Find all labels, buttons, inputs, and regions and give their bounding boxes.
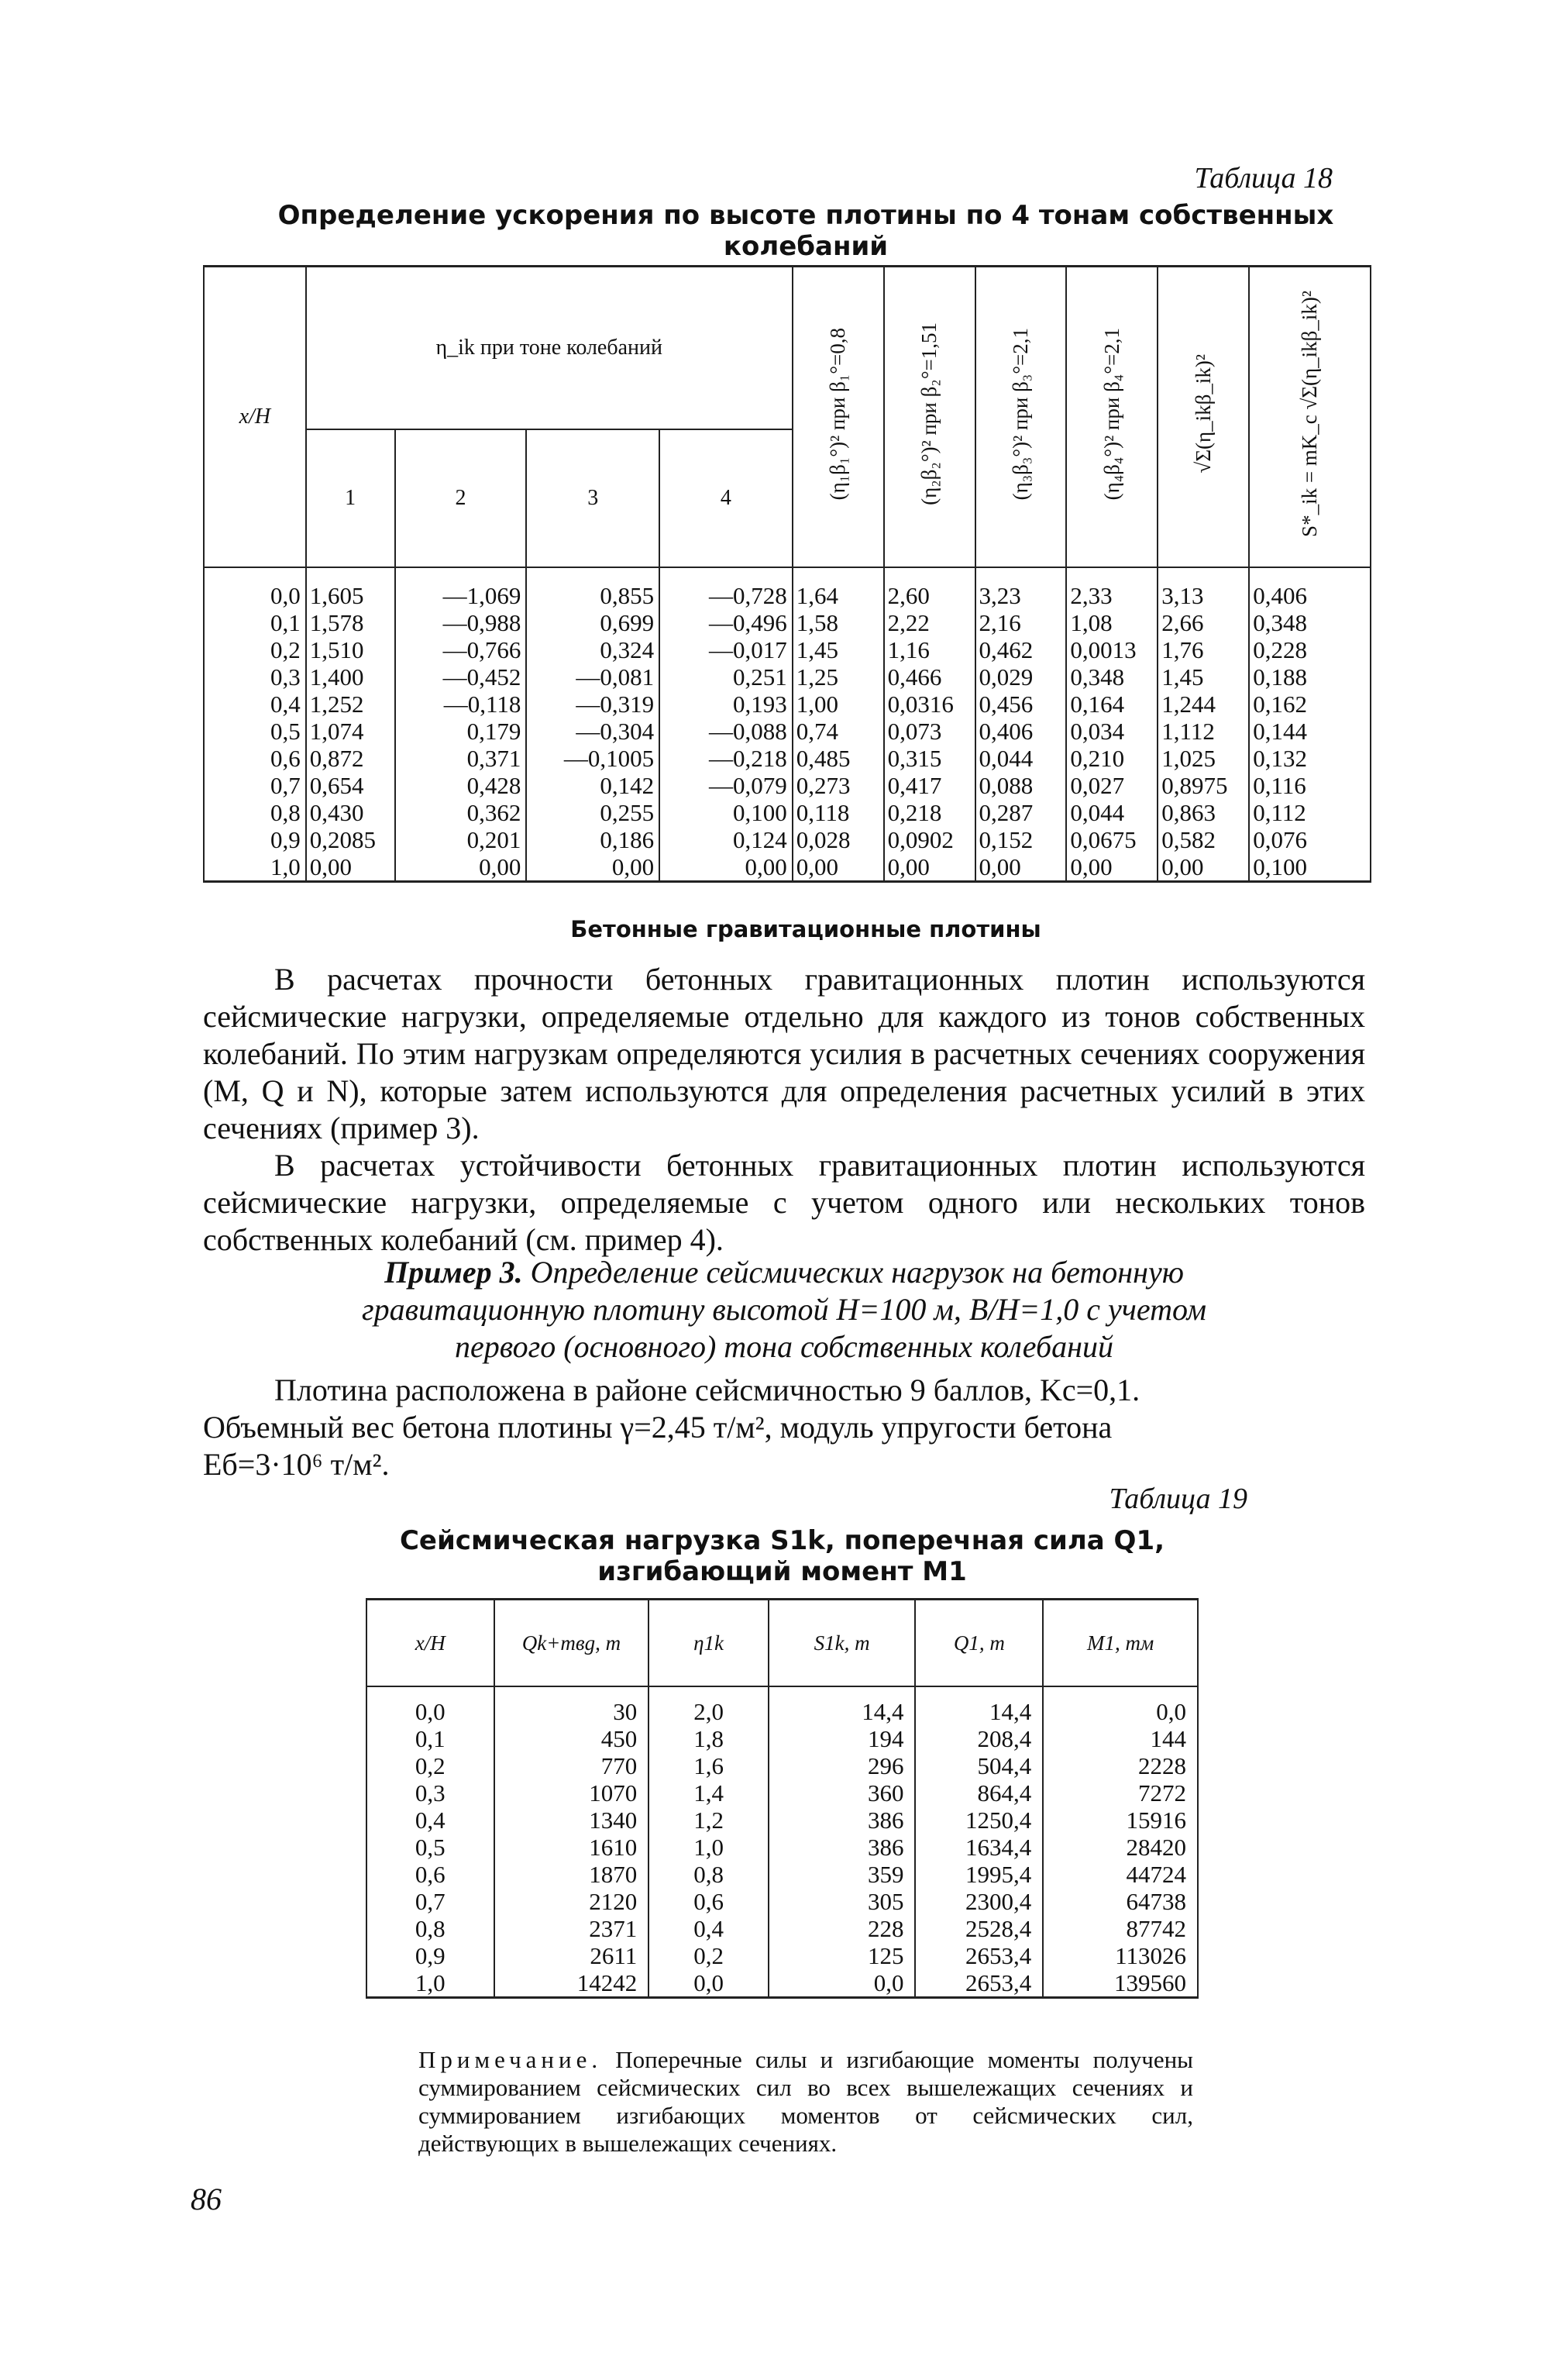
table18-cell: 0,044 xyxy=(975,745,1067,772)
table19-cell: 2,0 xyxy=(648,1686,769,1725)
table19-cell: 0,3 xyxy=(366,1779,494,1807)
table19-cell: 2371 xyxy=(494,1915,649,1942)
table18-cell: 0,142 xyxy=(526,772,659,799)
paragraph-3-line2: Объемный вес бетона плотины γ=2,45 т/м², модуль упругости бетона xyxy=(203,1410,1113,1445)
table19-cell: 386 xyxy=(769,1807,916,1834)
table18-cell: 1,00 xyxy=(793,691,884,718)
table18-cell: 0,201 xyxy=(395,826,527,853)
table19-cell: 14242 xyxy=(494,1969,649,1998)
table19-header-m1: M1, тм xyxy=(1043,1600,1198,1687)
table18-cell: —0,988 xyxy=(395,609,527,636)
table18-row xyxy=(204,609,1371,636)
table19-cell: 1250,4 xyxy=(915,1807,1043,1834)
note-text: Поперечные силы и изгибающие моменты получены суммированием сейсмических сил во всех вышележащих сечениях и суммированием изгибающих моментов от сейсмических сил, действующих в вышележащих сечениях. xyxy=(418,2046,1193,2157)
table19-cell: 1610 xyxy=(494,1834,649,1861)
table19-cell: 28420 xyxy=(1043,1834,1198,1861)
table19-cell: 14,4 xyxy=(915,1686,1043,1725)
table18-cell: —1,069 xyxy=(395,567,527,609)
table18-cell: 0,00 xyxy=(659,853,793,882)
table19-row xyxy=(366,1969,1198,1998)
table18-row xyxy=(204,853,1371,882)
table18-cell: 0,124 xyxy=(659,826,793,853)
table19-cell: 0,0 xyxy=(366,1686,494,1725)
table18-cell: 0,324 xyxy=(526,636,659,663)
table18-cell: 0,273 xyxy=(793,772,884,799)
table18-cell: 0,0316 xyxy=(884,691,975,718)
table19-header-eta: η1k xyxy=(648,1600,769,1687)
table19-caption: Таблица 19 xyxy=(1109,1483,1247,1515)
table18-row xyxy=(204,799,1371,826)
table19-cell: 144 xyxy=(1043,1725,1198,1752)
table18-cell: 1,578 xyxy=(306,609,395,636)
table18-cell: 0,74 xyxy=(793,718,884,745)
table19-cell: 1,6 xyxy=(648,1752,769,1779)
table19-cell: 0,0 xyxy=(769,1969,916,1998)
table19-cell: 2611 xyxy=(494,1942,649,1969)
table18-row xyxy=(204,663,1371,691)
table18-cell: 0,027 xyxy=(1066,772,1158,799)
table18-cell: 0,218 xyxy=(884,799,975,826)
table18-header-eta-group: η_ik при тоне колебаний xyxy=(306,267,793,429)
table19-title-line1: Сейсмическая нагрузка S1k, поперечная сила Q1, xyxy=(399,1525,1165,1556)
table18-cell: 0,00 xyxy=(1158,853,1249,882)
table18-cell: 0,00 xyxy=(306,853,395,882)
table18-cell: 0,406 xyxy=(975,718,1067,745)
table18-cell: 0,188 xyxy=(1249,663,1371,691)
table19-cell: 1,4 xyxy=(648,1779,769,1807)
table18-cell: 0,348 xyxy=(1249,609,1371,636)
table18-row xyxy=(204,826,1371,853)
table18-cell: 0,100 xyxy=(659,799,793,826)
table18-row xyxy=(204,691,1371,718)
table18-cell: 0,100 xyxy=(1249,853,1371,882)
table18-cell: 0,9 xyxy=(204,826,306,853)
table18-cell: 1,0 xyxy=(204,853,306,882)
table19-row xyxy=(366,1942,1198,1969)
table18-cell: 0,456 xyxy=(975,691,1067,718)
example-3-line1: Пример 3. Определение сейсмических нагрузок на бетонную xyxy=(384,1255,1184,1290)
table19-cell: 2653,4 xyxy=(915,1969,1043,1998)
table18-cell: 0,179 xyxy=(395,718,527,745)
table19-cell: 0,0 xyxy=(1043,1686,1198,1725)
table18-cell: 0,485 xyxy=(793,745,884,772)
table18-cell: —0,088 xyxy=(659,718,793,745)
table18-cell: —0,118 xyxy=(395,691,527,718)
table19-cell: 0,4 xyxy=(648,1915,769,1942)
table19-cell: 0,6 xyxy=(648,1888,769,1915)
table19-cell: 87742 xyxy=(1043,1915,1198,1942)
table18-cell: 0,152 xyxy=(975,826,1067,853)
table19-cell: 2300,4 xyxy=(915,1888,1043,1915)
table18-cell: 0,00 xyxy=(884,853,975,882)
note-label: Примечание. xyxy=(418,2046,603,2073)
table19-cell: 0,7 xyxy=(366,1888,494,1915)
table18-cell: —0,1005 xyxy=(526,745,659,772)
table18-cell: 1,025 xyxy=(1158,745,1249,772)
table19-cell: 770 xyxy=(494,1752,649,1779)
table18-cell: 2,66 xyxy=(1158,609,1249,636)
table18-cell: 0,466 xyxy=(884,663,975,691)
table18-cell: 0,144 xyxy=(1249,718,1371,745)
table18-cell: 0,0 xyxy=(204,567,306,609)
table19-row xyxy=(366,1807,1198,1834)
table19-cell: 504,4 xyxy=(915,1752,1043,1779)
table18-cell: 0,0902 xyxy=(884,826,975,853)
table18-cell: 0,044 xyxy=(1066,799,1158,826)
table18-row xyxy=(204,567,1371,609)
paragraph-2: В расчетах устойчивости бетонных гравитационных плотин используются сейсмические нагрузки, определяемые с учетом одного или нескольких тонов собственных колебаний (см. пример 4). xyxy=(203,1148,1365,1257)
table18-header-v4: (η₄β₄°)² при β₄°=2,1 xyxy=(1066,267,1158,567)
table19-cell: 1,8 xyxy=(648,1725,769,1752)
table19-cell: 7272 xyxy=(1043,1779,1198,1807)
paragraph-3-line3: Eб=3·10⁶ т/м². xyxy=(203,1447,390,1482)
table19-cell: 113026 xyxy=(1043,1942,1198,1969)
table18-header-tone-4: 4 xyxy=(659,429,793,567)
table19-row xyxy=(366,1861,1198,1888)
table19-row xyxy=(366,1752,1198,1779)
table19-cell: 64738 xyxy=(1043,1888,1198,1915)
table18-header-v3: (η₃β₃°)² при β₃°=2,1 xyxy=(975,267,1067,567)
table18-cell: 0,00 xyxy=(526,853,659,882)
table19-cell: 125 xyxy=(769,1942,916,1969)
table18-cell: 1,45 xyxy=(793,636,884,663)
table19-cell: 30 xyxy=(494,1686,649,1725)
table18-cell: —0,079 xyxy=(659,772,793,799)
table19-cell: 44724 xyxy=(1043,1861,1198,1888)
table19-header-q1: Q1, т xyxy=(915,1600,1043,1687)
table18-cell: 0,251 xyxy=(659,663,793,691)
table18-cell: 0,8 xyxy=(204,799,306,826)
table18-cell: 0,073 xyxy=(884,718,975,745)
table18-cell: 0,228 xyxy=(1249,636,1371,663)
table18-cell: 0,3 xyxy=(204,663,306,691)
table19-cell: 139560 xyxy=(1043,1969,1198,1998)
table19-cell: 1,2 xyxy=(648,1807,769,1834)
table18-cell: 0,430 xyxy=(306,799,395,826)
table19-note xyxy=(418,2046,1193,2158)
table18-cell: 0,00 xyxy=(395,853,527,882)
table18-cell: 0,8975 xyxy=(1158,772,1249,799)
table18-cell: 1,510 xyxy=(306,636,395,663)
table18-cell: 0,2085 xyxy=(306,826,395,853)
table18-cell: 3,23 xyxy=(975,567,1067,609)
table18-cell: 1,08 xyxy=(1066,609,1158,636)
table18-cell: 0,315 xyxy=(884,745,975,772)
table19-cell: 2528,4 xyxy=(915,1915,1043,1942)
example-3-line3: первого (основного) тона собственных колебаний xyxy=(455,1329,1113,1364)
table18-cell: 0,00 xyxy=(1066,853,1158,882)
page-number: 86 xyxy=(191,2182,222,2216)
table19-cell: 359 xyxy=(769,1861,916,1888)
table19-cell: 0,8 xyxy=(648,1861,769,1888)
table19-cell: 296 xyxy=(769,1752,916,1779)
table18-cell: 0,034 xyxy=(1066,718,1158,745)
table18-caption: Таблица 18 xyxy=(1194,162,1333,195)
table19-row xyxy=(366,1834,1198,1861)
table18-cell: 0,210 xyxy=(1066,745,1158,772)
table18-cell: 0,406 xyxy=(1249,567,1371,609)
table19-cell: 15916 xyxy=(1043,1807,1198,1834)
table19-cell: 0,1 xyxy=(366,1725,494,1752)
table18-cell: 0,164 xyxy=(1066,691,1158,718)
table18-cell: 1,074 xyxy=(306,718,395,745)
table18-cell: —0,304 xyxy=(526,718,659,745)
table18-row xyxy=(204,745,1371,772)
table18-title xyxy=(232,200,1379,262)
table18-cell: 0,362 xyxy=(395,799,527,826)
example-3-heading xyxy=(203,1254,1365,1366)
table19-cell: 2120 xyxy=(494,1888,649,1915)
table18-cell: 0,1 xyxy=(204,609,306,636)
table18-cell: 2,33 xyxy=(1066,567,1158,609)
table18-cell: —0,452 xyxy=(395,663,527,691)
table19-header-s1k: S1k, т xyxy=(769,1600,916,1687)
table18-row xyxy=(204,772,1371,799)
table19-cell: 1995,4 xyxy=(915,1861,1043,1888)
table18-cell: 2,60 xyxy=(884,567,975,609)
table18-cell: 0,2 xyxy=(204,636,306,663)
table18-cell: 0,699 xyxy=(526,609,659,636)
table18-header-v1: (η₁β₁°)² при β₁°=0,8 xyxy=(793,267,884,567)
table19-row xyxy=(366,1888,1198,1915)
table18-header-v6: S*_ik = mK_c √Σ(η_ikβ_ik)² xyxy=(1249,267,1371,567)
table18-cell: 0,00 xyxy=(793,853,884,882)
table19-cell: 0,4 xyxy=(366,1807,494,1834)
table18-cell: 0,348 xyxy=(1066,663,1158,691)
table18 xyxy=(203,265,1371,883)
table18-cell: 0,132 xyxy=(1249,745,1371,772)
table18-header-v2: (η₂β₂°)² при β₂°=1,51 xyxy=(884,267,975,567)
table19-header-xH: x/H xyxy=(366,1600,494,1687)
table18-cell: 0,7 xyxy=(204,772,306,799)
table18-cell: 0,029 xyxy=(975,663,1067,691)
example-3-line2: гравитационную плотину высотой H=100 м, B/H=1,0 с учетом xyxy=(361,1292,1207,1327)
example-3-label: Пример 3. xyxy=(384,1255,523,1290)
table19-cell: 2228 xyxy=(1043,1752,1198,1779)
table18-cell: 1,400 xyxy=(306,663,395,691)
table18-cell: 0,582 xyxy=(1158,826,1249,853)
table18-header-tone-3: 3 xyxy=(526,429,659,567)
table18-cell: 0,654 xyxy=(306,772,395,799)
table18-cell: —0,496 xyxy=(659,609,793,636)
table18-cell: —0,218 xyxy=(659,745,793,772)
table19-title-line2: изгибающий момент M1 xyxy=(597,1556,967,1587)
table19-cell: 0,2 xyxy=(366,1752,494,1779)
table19-title xyxy=(366,1525,1199,1587)
table18-row xyxy=(204,636,1371,663)
table19-cell: 0,9 xyxy=(366,1942,494,1969)
table18-cell: 0,4 xyxy=(204,691,306,718)
table18-cell: 0,855 xyxy=(526,567,659,609)
table18-cell: 0,193 xyxy=(659,691,793,718)
table19 xyxy=(366,1598,1199,1999)
table18-cell: 0,028 xyxy=(793,826,884,853)
table18-cell: 0,872 xyxy=(306,745,395,772)
table18-cell: 0,118 xyxy=(793,799,884,826)
table19-header-qk: Qk+mвg, т xyxy=(494,1600,649,1687)
table18-cell: 0,00 xyxy=(975,853,1067,882)
table19-cell: 1870 xyxy=(494,1861,649,1888)
table18-cell: 1,58 xyxy=(793,609,884,636)
table18-cell: 1,25 xyxy=(793,663,884,691)
table19-cell: 0,2 xyxy=(648,1942,769,1969)
table18-cell: 2,16 xyxy=(975,609,1067,636)
table18-cell: 1,605 xyxy=(306,567,395,609)
table19-cell: 864,4 xyxy=(915,1779,1043,1807)
table18-cell: 0,863 xyxy=(1158,799,1249,826)
table19-cell: 1070 xyxy=(494,1779,649,1807)
table19-cell: 194 xyxy=(769,1725,916,1752)
table18-cell: 0,0675 xyxy=(1066,826,1158,853)
table18-cell: 0,088 xyxy=(975,772,1067,799)
table19-cell: 360 xyxy=(769,1779,916,1807)
table19-cell: 1340 xyxy=(494,1807,649,1834)
table18-cell: 0,287 xyxy=(975,799,1067,826)
table19-cell: 0,5 xyxy=(366,1834,494,1861)
table18-cell: 0,076 xyxy=(1249,826,1371,853)
paragraph-1: В расчетах прочности бетонных гравитационных плотин используются сейсмические нагрузки, определяемые отдельно для каждого из тонов собственных колебаний. По этим нагрузкам определяются усилия в расчетных сечениях сооружения (M, Q и N), которые затем используются для определения расчетных усилий в этих сечениях (пример 3). xyxy=(203,962,1365,1145)
table18-cell: 0,417 xyxy=(884,772,975,799)
table19-row xyxy=(366,1686,1198,1725)
table18-title-line1: Определение ускорения по высоте плотины по 4 тонам собственных xyxy=(277,200,1334,231)
table19-row xyxy=(366,1915,1198,1942)
table18-row xyxy=(204,718,1371,745)
table18-cell: 1,252 xyxy=(306,691,395,718)
table18-cell: —0,728 xyxy=(659,567,793,609)
table19-cell: 228 xyxy=(769,1915,916,1942)
table18-cell: 0,0013 xyxy=(1066,636,1158,663)
table19-cell: 0,0 xyxy=(648,1969,769,1998)
table18-cell: 1,45 xyxy=(1158,663,1249,691)
table18-header-tone-1: 1 xyxy=(306,429,395,567)
table19-cell: 305 xyxy=(769,1888,916,1915)
table18-cell: —0,017 xyxy=(659,636,793,663)
table19-cell: 386 xyxy=(769,1834,916,1861)
table18-cell: 0,162 xyxy=(1249,691,1371,718)
table19-row xyxy=(366,1779,1198,1807)
table18-cell: 1,76 xyxy=(1158,636,1249,663)
table19-cell: 0,6 xyxy=(366,1861,494,1888)
table18-cell: 2,22 xyxy=(884,609,975,636)
table18-cell: —0,766 xyxy=(395,636,527,663)
section-heading: Бетонные гравитационные плотины xyxy=(570,916,1041,942)
table18-cell: 0,371 xyxy=(395,745,527,772)
paragraph-3 xyxy=(203,1372,1365,1483)
table18-cell: 0,462 xyxy=(975,636,1067,663)
table18-cell: 0,112 xyxy=(1249,799,1371,826)
table18-cell: 0,116 xyxy=(1249,772,1371,799)
table18-cell: —0,319 xyxy=(526,691,659,718)
table18-title-line2: колебаний xyxy=(723,231,889,262)
table19-cell: 208,4 xyxy=(915,1725,1043,1752)
table18-cell: 0,6 xyxy=(204,745,306,772)
table18-cell: 0,428 xyxy=(395,772,527,799)
paragraph-3-line1: Плотина расположена в районе сейсмичностью 9 баллов, Kс=0,1. xyxy=(274,1373,1140,1407)
table18-cell: 1,64 xyxy=(793,567,884,609)
table19-cell: 0,8 xyxy=(366,1915,494,1942)
table18-cell: 0,255 xyxy=(526,799,659,826)
table19-row xyxy=(366,1725,1198,1752)
table18-header-v5: √Σ(η_ikβ_ik)² xyxy=(1158,267,1249,567)
table19-cell: 450 xyxy=(494,1725,649,1752)
table19-cell: 1,0 xyxy=(366,1969,494,1998)
table18-header-xH: x/H xyxy=(204,267,306,567)
table18-cell: 1,244 xyxy=(1158,691,1249,718)
table18-cell: 1,112 xyxy=(1158,718,1249,745)
table18-cell: 3,13 xyxy=(1158,567,1249,609)
table19-cell: 1,0 xyxy=(648,1834,769,1861)
table18-cell: —0,081 xyxy=(526,663,659,691)
table19-cell: 1634,4 xyxy=(915,1834,1043,1861)
table19-cell: 2653,4 xyxy=(915,1942,1043,1969)
table18-cell: 0,5 xyxy=(204,718,306,745)
table18-cell: 1,16 xyxy=(884,636,975,663)
table18-header-tone-2: 2 xyxy=(395,429,527,567)
table18-cell: 0,186 xyxy=(526,826,659,853)
table19-cell: 14,4 xyxy=(769,1686,916,1725)
